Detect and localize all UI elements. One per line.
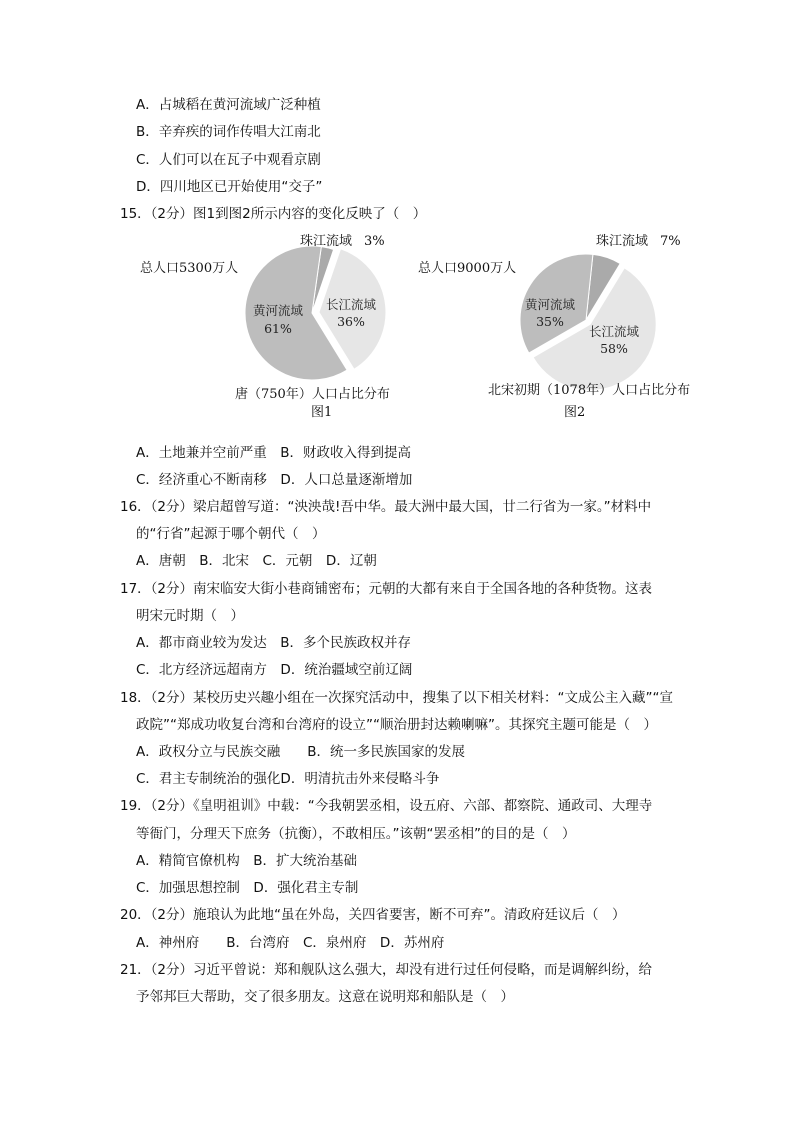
q16-options: A．唐朝 B．北宋 C．元朝 D．辽朝 bbox=[136, 553, 377, 569]
q21-stem-line1: 21．（2分）习近平曾说：郑和舰队这么强大，却没有进行过任何侵略，而是调解纠纷，给 bbox=[120, 962, 653, 978]
pie-chart-2-figure-label: 图2 bbox=[564, 405, 586, 420]
q17-options-cd: C．北方经济远超南方 D．统治疆域空前辽阔 bbox=[136, 662, 413, 678]
q18-stem-line2: 政院”“郑成功收复台湾和台湾府的设立”“顺治册封达赖喇嘛”。其探究主题可能是（ ） bbox=[136, 717, 657, 733]
pie-chart-1-label-huanghe: 黄河流域 bbox=[252, 303, 304, 318]
pie-chart-1-svg bbox=[140, 228, 410, 424]
q20-stem: 20．（2分）施琅认为此地“虽在外岛，关四省要害，断不可弃”。清政府廷议后（ ） bbox=[120, 907, 626, 923]
q15-options-ab: A．土地兼并空前严重 B．财政收入得到提高 bbox=[136, 445, 411, 461]
q17-stem-line1: 17．（2分）南宋临安大街小巷商铺密布；元朝的大都有来自于全国各地的各种货物。这表 bbox=[120, 581, 653, 597]
q18-options-cd: C．君主专制统治的强化D．明清抗击外来侵略斗争 bbox=[136, 771, 440, 787]
pie-chart-2-value-huanghe: 35% bbox=[536, 314, 564, 329]
q14-option-c: C．人们可以在瓦子中观看京剧 bbox=[136, 152, 321, 168]
q20-options: A．神州府 B．台湾府 C．泉州府 D．苏州府 bbox=[136, 935, 445, 951]
pie-chart-1-label-zhujiang: 珠江流域 bbox=[300, 234, 353, 249]
q16-stem-line1: 16．（2分）梁启超曾写道：“泱泱哉!吾中华。最大洲中最大国，廿二行省为一家。”材料中 bbox=[120, 499, 652, 515]
pie-chart-2-title: 总人口9000万人 bbox=[418, 261, 517, 276]
pie-chart-1-value-huanghe: 61% bbox=[264, 321, 292, 336]
pie-chart-2-value-zhujiang: 7% bbox=[660, 234, 681, 249]
pie-chart-2-caption: 北宋初期（1078年）人口占比分布 bbox=[488, 383, 691, 398]
q21-stem-line2: 予邻邦巨大帮助，交了很多朋友。这意在说明郑和船队是（ ） bbox=[136, 989, 514, 1005]
q14-option-d: D．四川地区已开始使用“交子” bbox=[136, 179, 323, 195]
q15-options-cd: C．经济重心不断南移 D．人口总量逐渐增加 bbox=[136, 472, 413, 488]
q14-option-b: B．辛弃疾的词作传唱大江南北 bbox=[136, 124, 321, 140]
q19-options-cd: C．加强思想控制 D．强化君主专制 bbox=[136, 880, 359, 896]
pie-chart-1-figure-label: 图1 bbox=[311, 405, 333, 420]
q19-stem-line1: 19．（2分）《皇明祖训》中载：“今我朝罢丞相，设五府、六部、都察院、通政司、大理寺 bbox=[120, 798, 653, 814]
q18-stem-line1: 18．（2分）某校历史兴趣小组在一次探究活动中，搜集了以下相关材料：“文成公主入藏”“宣 bbox=[120, 690, 673, 706]
q18-options-ab: A．政权分立与民族交融 B．统一多民族国家的发展 bbox=[136, 744, 465, 760]
q19-options-ab: A．精简官僚机构 B．扩大统治基础 bbox=[136, 853, 357, 869]
pie-chart-2-label-huanghe: 黄河流域 bbox=[524, 297, 576, 312]
q17-options-ab: A．都市商业较为发达 B．多个民族政权并存 bbox=[136, 635, 411, 651]
pie-chart-1 bbox=[140, 228, 410, 424]
q17-stem-line2: 明宋元时期（ ） bbox=[136, 608, 244, 624]
pie-chart-1-title: 总人口5300万人 bbox=[140, 261, 239, 276]
pie-chart-1-value-changjiang: 36% bbox=[337, 314, 365, 329]
q19-stem-line2: 等衙门，分理天下庶务（抗衡），不敢相压。”该朝“罢丞相”的目的是（ ） bbox=[136, 826, 576, 842]
q16-stem-line2: 的“行省”起源于哪个朝代（ ） bbox=[136, 526, 326, 542]
pie-chart-2-value-changjiang: 58% bbox=[600, 341, 628, 356]
pie-chart-1-value-zhujiang: 3% bbox=[364, 234, 385, 249]
pie-chart-1-caption: 唐（750年）人口占比分布 bbox=[235, 387, 390, 402]
pie-chart-2-svg bbox=[418, 228, 718, 424]
pie-chart-2-label-zhujiang: 珠江流域 bbox=[596, 234, 649, 249]
pie-chart-2-label-changjiang: 长江流域 bbox=[588, 324, 640, 339]
q15-stem: 15．（2分）图1到图2所示内容的变化反映了（ ） bbox=[120, 206, 427, 222]
pie-chart-2 bbox=[418, 228, 718, 424]
pie-chart-1-label-changjiang: 长江流域 bbox=[325, 297, 377, 312]
q14-option-a: A．占城稻在黄河流域广泛种植 bbox=[136, 97, 321, 113]
